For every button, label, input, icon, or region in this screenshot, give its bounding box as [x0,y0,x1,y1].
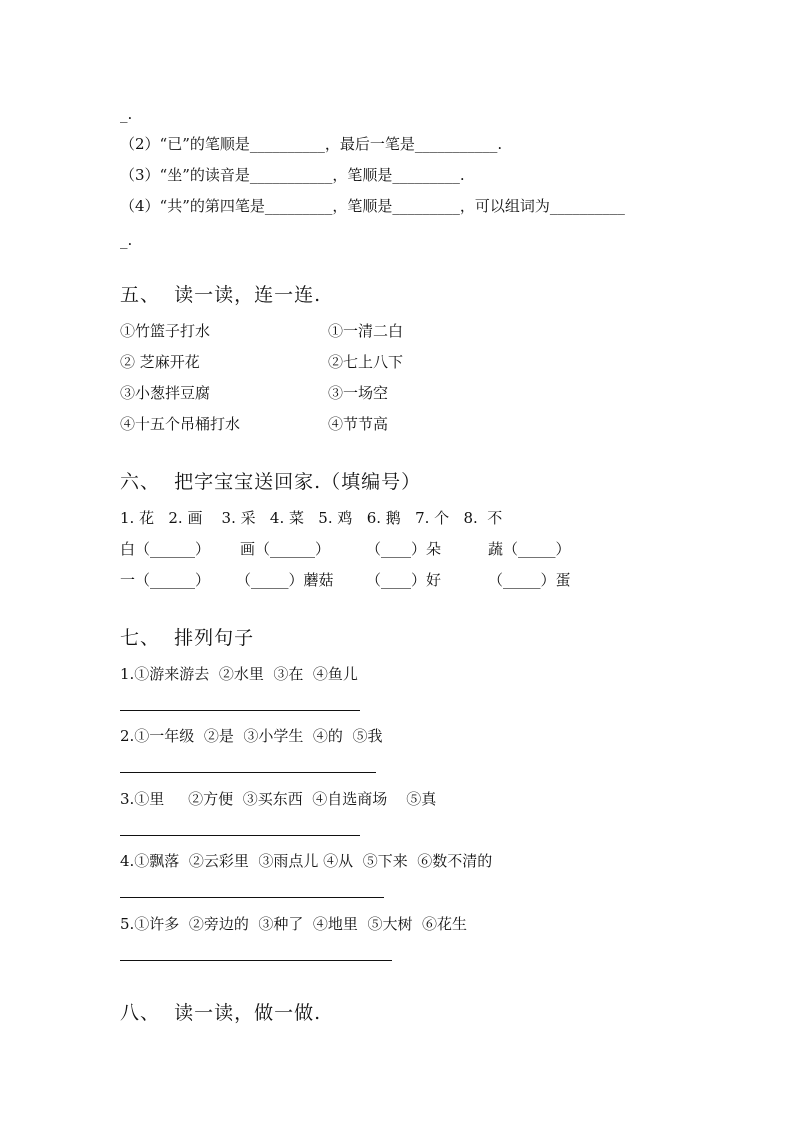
s5-right-item: ③一场空 [328,384,389,402]
s5-right-item: ②七上八下 [328,353,404,371]
top-fragment: _. [120,105,133,123]
s7-sentence-item: 4.①飘落 ②云彩里 ③雨点儿 ④从 ⑤下来 ⑥数不清的 [120,852,493,870]
s6-blank: （____）朵 [366,540,442,558]
s6-blank: 蔬（_____） [488,540,571,558]
s7-sentence-item: 1.①游来游去 ②水里 ③在 ④鱼儿 [120,665,358,683]
q4-item-3: （3）“坐”的读音是___________，笔顺是_________. [120,166,465,184]
answer-line [120,835,360,836]
answer-line [120,960,392,961]
answer-line [120,897,384,898]
q4-tail: _. [120,231,133,249]
q4-item-4: （4）“共”的第四笔是_________，笔顺是_________，可以组词为__________ [120,197,625,215]
s6-blank: 画（______） [240,540,331,558]
s6-blank: 一（______） [120,571,211,589]
section-5-title: 五、 读一读，连一连. [120,284,322,306]
answer-line [120,772,376,773]
s5-left-item: ③小葱拌豆腐 [120,384,211,402]
s7-sentence-item: 5.①许多 ②旁边的 ③种了 ④地里 ⑤大树 ⑥花生 [120,915,467,933]
s5-left-item: ④十五个吊桶打水 [120,415,241,433]
s6-blank: （_____）蘑菇 [236,571,334,589]
s5-right-item: ①一清二白 [328,322,404,340]
section-8-title: 八、 读一读，做一做. [120,1002,322,1024]
s5-left-item: ② 芝麻开花 [120,353,200,371]
s6-blank: （____）好 [366,571,442,589]
s6-blank: （_____）蛋 [488,571,571,589]
s6-char-list: 1. 花 2. 画 3. 采 4. 菜 5. 鸡 6. 鹅 7. 个 8. 不 [120,509,503,527]
s5-left-item: ①竹篮子打水 [120,322,211,340]
section-6-title: 六、 把字宝宝送回家.（填编号） [120,471,422,493]
section-7-title: 七、 排列句子 [120,627,255,649]
q4-item-2: （2）“已”的笔顺是__________，最后一笔是___________. [120,135,503,153]
s7-sentence-item: 3.①里 ②方便 ③买东西 ④自选商场 ⑤真 [120,790,437,808]
s5-right-item: ④节节高 [328,415,389,433]
answer-line [120,710,360,711]
s6-blank: 白（______） [120,540,211,558]
s7-sentence-item: 2.①一年级 ②是 ③小学生 ④的 ⑤我 [120,727,383,745]
